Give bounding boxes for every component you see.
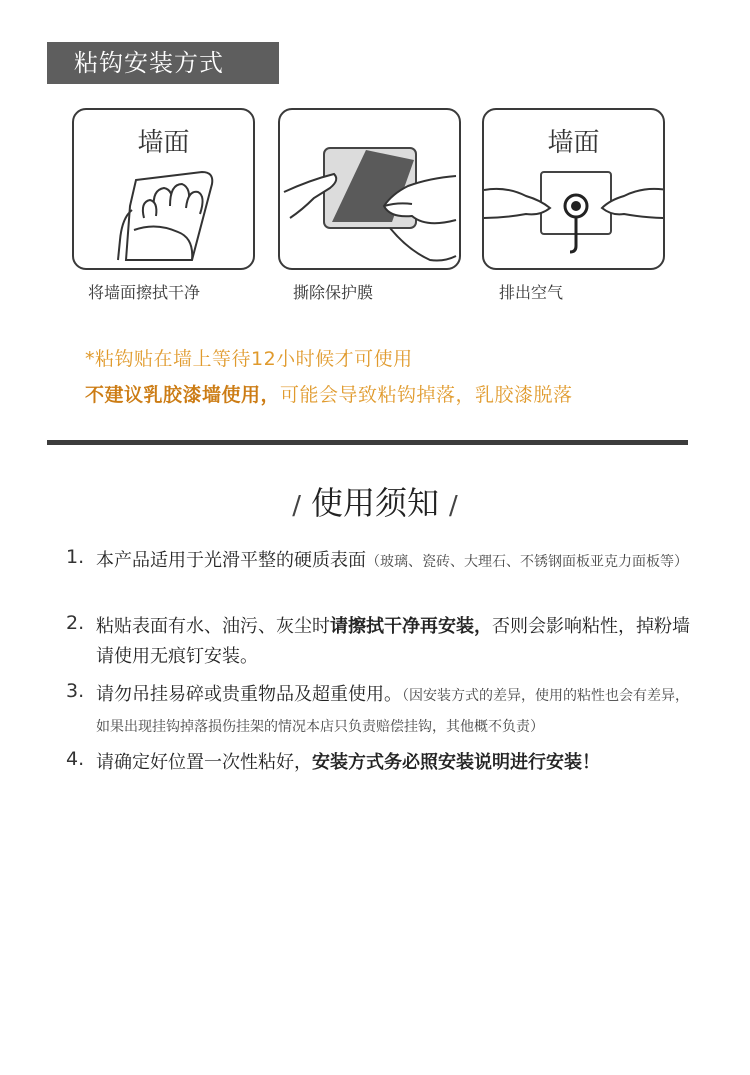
rule-number: 4. [66,748,85,770]
divider [47,440,688,445]
usage-notes-title: 使用须知 [310,484,439,522]
rule-text [96,680,696,742]
rule-tail: 否则会影响粘性，掉粉墙请使用无痕钉安装。 [96,616,690,667]
rule-main: 粘贴表面有水、油污、灰尘时 [96,616,330,637]
rule-main: 请确定好位置一次性粘好， [96,752,312,773]
rule-number: 1. [66,546,85,568]
rule-item [66,748,696,778]
title-slash-right: / [449,491,458,521]
rule-item [66,680,696,742]
section-title [0,478,750,524]
step-caption-peel: 撕除保护膜 [293,283,374,302]
rule-text [96,546,696,577]
step-card-peel [278,108,461,270]
notice-latex-bold: 不建议乳胶漆墙使用， [85,384,281,406]
rule-note: （玻璃、瓷砖、大理石、不锈钢面板亚克力面板等） [366,554,688,570]
card-label: 墙面 [547,128,600,158]
rule-main: 请勿吊挂易碎或贵重物品及超重使用。 [96,684,402,705]
header-title: 粘钩安装方式 [74,49,224,77]
rule-text [96,748,696,778]
rule-note: （因安装方式的差异，使用的粘性也会有差异，如果出现挂钩掉落损伤挂架的情况本店只负责赔偿挂钩，其他概不负责） [96,688,689,735]
rule-item [66,546,696,577]
notice-wait: *粘钩贴在墙上等待12小时候才可使用 [85,348,413,370]
step-card-press [482,108,665,270]
rule-main: 本产品适用于光滑平整的硬质表面 [96,550,366,571]
step-card-wipe [72,108,255,270]
section-header [47,42,279,84]
wipe-hand-illustration [74,110,255,270]
step-caption-press: 排出空气 [499,283,564,302]
peel-film-illustration [280,110,461,270]
title-slash-left: / [292,491,301,521]
step-caption-wipe: 将墙面擦拭干净 [88,283,201,302]
notice-latex [85,380,573,407]
press-air-illustration [484,110,665,270]
rule-text [96,612,696,672]
rule-bold: 安装方式务必照安装说明进行安装！ [312,752,600,773]
rule-number: 2. [66,612,85,634]
rule-bold: 请擦拭干净再安装， [330,616,492,637]
notice-latex-rest: 可能会导致粘钩掉落，乳胶漆脱落 [280,384,573,406]
rule-item [66,612,696,672]
card-label: 墙面 [137,128,190,158]
rule-number: 3. [66,680,85,702]
